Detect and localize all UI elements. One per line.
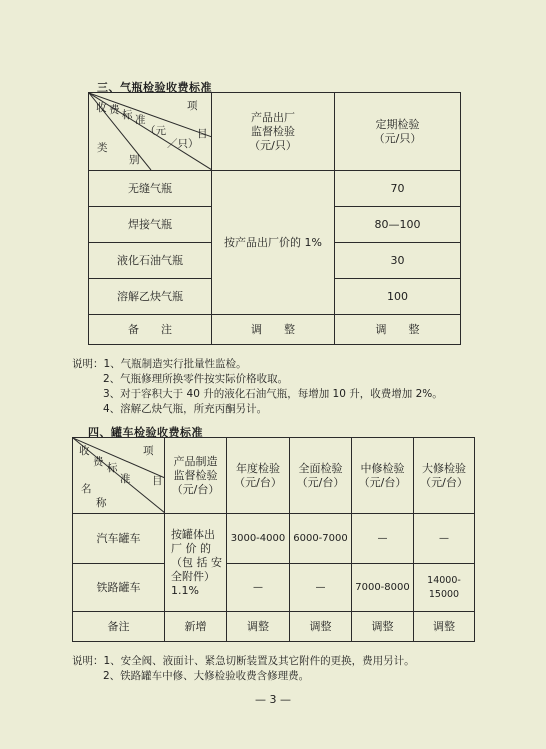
- merged-line: 厂 价 的: [171, 541, 211, 555]
- header-line: （元/只）: [249, 138, 297, 152]
- cell-full: 6000-7000: [290, 514, 352, 564]
- header-line: （元/台）: [171, 482, 220, 496]
- row-name: 铁路罐车: [73, 564, 165, 612]
- row-name: 溶解乙炔气瓶: [89, 279, 212, 315]
- diag-label: 类: [97, 142, 108, 154]
- remark-value: 调整: [414, 612, 475, 642]
- diag-label: 项: [143, 445, 154, 457]
- note-line: 说明：1、气瓶制造实行批量性监检。: [72, 358, 247, 370]
- merged-line: 全附件）: [171, 569, 215, 583]
- cell-mid: —: [352, 514, 414, 564]
- diag-label: 收: [96, 102, 107, 114]
- row-name: 焊接气瓶: [89, 207, 212, 243]
- section3-title: 三、气瓶检验收费标准: [97, 81, 212, 94]
- header-line: 产品出厂: [251, 110, 295, 124]
- diag-label: 名: [81, 483, 92, 495]
- diag-label: 项: [187, 100, 198, 112]
- note-line: 2、铁路罐车中修、大修检验收费含修理费。: [103, 670, 310, 682]
- remark-label: 备 注: [89, 315, 212, 345]
- note-line: 3、对于容积大于 40 升的液化石油气瓶，每增加 10 升，收费增加 2%。: [103, 388, 443, 400]
- gas-cylinder-fee-table: [88, 92, 461, 345]
- header-major-repair-inspection: [414, 438, 475, 514]
- diag-label: 收: [79, 445, 90, 457]
- header-line: 中修检验: [360, 461, 405, 475]
- header-line: 产品制造: [173, 454, 218, 468]
- row-periodic: 30: [335, 243, 461, 279]
- diag-label: 费: [109, 104, 120, 116]
- section3-notes: [72, 357, 443, 417]
- header-line: 定期检验: [375, 117, 420, 131]
- header-full-inspection: [290, 438, 352, 514]
- header-line: 监督检验: [173, 468, 218, 482]
- note-line: 2、气瓶修理所换零件按实际价格收取。: [103, 373, 289, 385]
- header-line: （元/台）: [234, 475, 282, 489]
- page-number: — 3 —: [255, 693, 291, 706]
- diag-label: 目: [152, 475, 163, 487]
- header-mfg-inspection: [165, 438, 227, 514]
- header-line: （元/只）: [373, 131, 422, 145]
- diag-label: 标: [122, 109, 133, 121]
- header-mid-repair-inspection: [352, 438, 414, 514]
- row-name: 液化石油气瓶: [89, 243, 212, 279]
- header-line: 年度检验: [236, 461, 280, 475]
- diag-label: 标: [107, 462, 118, 474]
- cell-major: —: [414, 514, 475, 564]
- mfg-merged-cell: [165, 514, 227, 612]
- cell-full: —: [290, 564, 352, 612]
- diag-label: 目: [197, 128, 208, 140]
- remark-label: 备注: [73, 612, 165, 642]
- remark-value: 调 整: [212, 315, 335, 345]
- remark-value: 新增: [165, 612, 227, 642]
- header-line: （元/台）: [296, 475, 345, 489]
- diag-label: 费: [93, 456, 104, 468]
- cell-major: 14000-15000: [414, 564, 475, 612]
- diag-label: 准: [135, 114, 146, 126]
- row-periodic: 70: [335, 171, 461, 207]
- merged-line: 1.1%: [171, 583, 199, 597]
- section4-notes: [72, 654, 415, 684]
- cell-annual: 3000-4000: [227, 514, 290, 564]
- remark-value: 调整: [290, 612, 352, 642]
- merged-line: （包 括 安: [171, 555, 222, 569]
- diag-label: 称: [96, 497, 107, 509]
- header-line: 大修检验: [422, 461, 466, 475]
- remark-value: 调整: [227, 612, 290, 642]
- factory-merged-cell: 按产品出厂价的 1%: [212, 171, 335, 315]
- header-annual-inspection: [227, 438, 290, 514]
- cell-mid: 7000-8000: [352, 564, 414, 612]
- note-line: 4、溶解乙炔气瓶，所充丙酮另计。: [103, 403, 268, 415]
- diagonal-header-cell: [73, 438, 165, 514]
- diag-label: 别: [129, 154, 140, 166]
- header-line: 全面检验: [298, 461, 343, 475]
- diag-label: （元: [145, 125, 166, 137]
- header-line: 监督检验: [251, 124, 295, 138]
- remark-value: 调 整: [335, 315, 461, 345]
- merged-line: 按罐体出: [171, 527, 215, 541]
- row-periodic: 80—100: [335, 207, 461, 243]
- remark-value: 调整: [352, 612, 414, 642]
- note-line: 说明：1、安全阀、液面计、紧急切断装置及其它附件的更换，费用另计。: [72, 655, 415, 667]
- tank-car-fee-table: [72, 437, 475, 642]
- header-line: （元/台）: [358, 475, 407, 489]
- diag-label: ／只）: [167, 138, 199, 150]
- row-name: 无缝气瓶: [89, 171, 212, 207]
- header-periodic-inspection: [335, 93, 461, 171]
- cell-annual: —: [227, 564, 290, 612]
- header-factory-inspection: [212, 93, 335, 171]
- row-name: 汽车罐车: [73, 514, 165, 564]
- diag-label: 准: [120, 473, 131, 485]
- header-line: （元/台）: [420, 475, 468, 489]
- row-periodic: 100: [335, 279, 461, 315]
- section4-title: 四、罐车检验收费标准: [88, 426, 203, 439]
- diagonal-header-cell: [89, 93, 212, 171]
